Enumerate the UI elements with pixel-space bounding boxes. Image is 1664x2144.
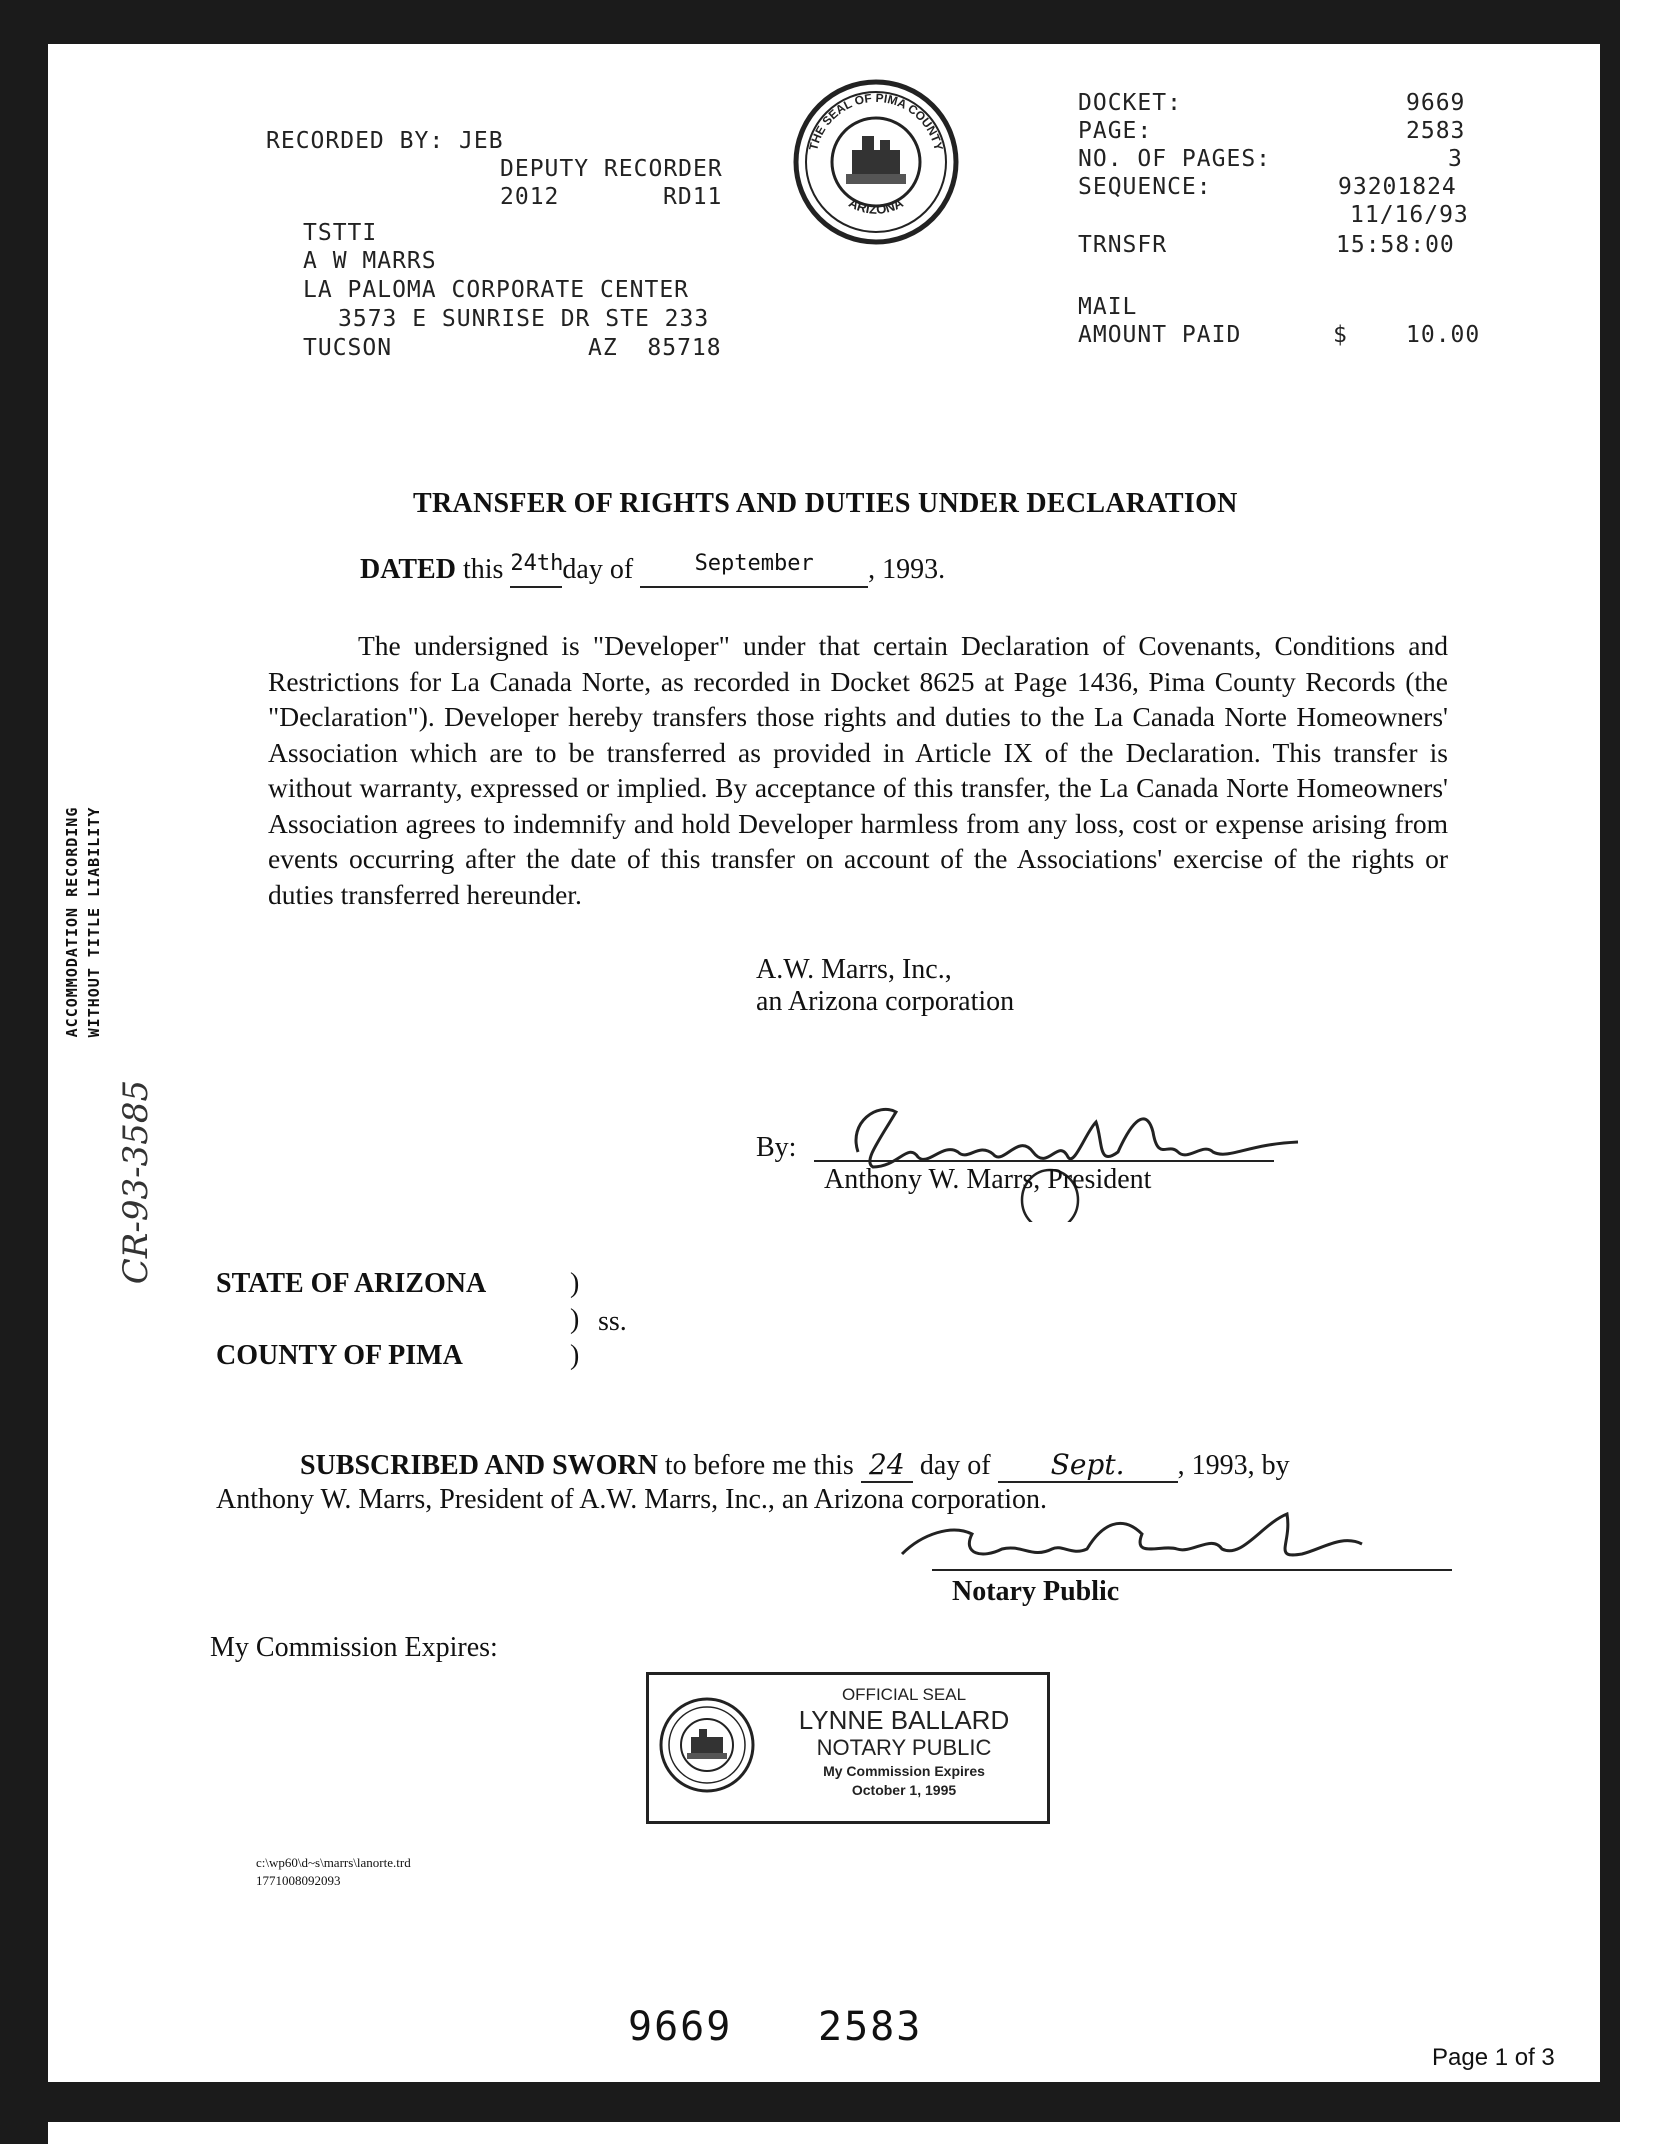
- page-label: PAGE:: [1078, 118, 1153, 144]
- file-path: c:\wp60\d~s\marrs\lanorte.trd: [256, 1855, 411, 1870]
- mail-label: MAIL: [1078, 294, 1138, 320]
- currency-symbol: $: [1333, 322, 1348, 348]
- record-time: 15:58:00: [1336, 232, 1455, 258]
- recorder-code-b: RD11: [663, 184, 723, 210]
- file-reference: [256, 1854, 411, 1890]
- sworn-year: , 1993, by: [1177, 1450, 1290, 1481]
- ss-label: ss.: [598, 1306, 627, 1337]
- side-accommodation-text: [61, 707, 105, 1137]
- notary-signature: [892, 1504, 1462, 1574]
- by-label: By:: [756, 1132, 797, 1163]
- dated-day: 24th: [510, 551, 564, 576]
- scan-border-left: [0, 0, 48, 2144]
- paren-3: ): [570, 1340, 580, 1371]
- addressee-line-2: A W MARRS: [303, 248, 437, 274]
- file-number: 1771008092093: [256, 1873, 341, 1888]
- company-name: A.W. Marrs, Inc.,: [756, 954, 952, 985]
- dated-day-field: [510, 551, 564, 588]
- company-description: an Arizona corporation: [756, 986, 1015, 1017]
- recorder-role: DEPUTY RECORDER: [500, 156, 723, 182]
- sworn-day: 24: [861, 1448, 913, 1483]
- amount-label: AMOUNT PAID: [1078, 322, 1242, 348]
- stamp-notary-public: NOTARY PUBLIC: [816, 1735, 992, 1760]
- dated-year: , 1993.: [868, 554, 946, 585]
- sworn-dayof: day of: [919, 1450, 991, 1481]
- amount-value: 10.00: [1406, 322, 1481, 348]
- sworn-text: to before me this: [664, 1450, 854, 1481]
- record-date: 11/16/93: [1350, 202, 1469, 228]
- notary-stamp: [646, 1672, 1050, 1824]
- side-handwritten-number: CR-93-3585: [116, 1079, 156, 1285]
- paren-2: ): [570, 1304, 580, 1335]
- pima-county-seal: [790, 76, 962, 248]
- sworn-month: Sept.: [998, 1448, 1178, 1483]
- sworn-bold: SUBSCRIBED AND SWORN: [300, 1450, 658, 1481]
- notary-public-label: Notary Public: [952, 1576, 1120, 1607]
- pages-value: 3: [1448, 146, 1463, 172]
- county-of-pima: COUNTY OF PIMA: [216, 1340, 463, 1371]
- recorder-code-a: 2012: [500, 184, 560, 210]
- dated-day-of: day of: [562, 554, 634, 585]
- paren-1: ): [570, 1268, 580, 1299]
- addressee-line-4: 3573 E SUNRISE DR STE 233: [338, 306, 710, 332]
- dated-label: DATED: [360, 554, 456, 585]
- side-line-2: WITHOUT TITLE LIABILITY: [85, 806, 103, 1038]
- seal-text-top: THE SEAL OF PIMA COUNTY: [806, 90, 946, 152]
- signer-name: Anthony W. Marrs, President: [824, 1164, 1152, 1195]
- footer-page: 2583: [818, 2004, 923, 2050]
- addressee-line-3: LA PALOMA CORPORATE CENTER: [303, 277, 690, 303]
- stamp-commission-label: My Commission Expires: [823, 1763, 985, 1779]
- state-of-arizona: STATE OF ARIZONA: [216, 1268, 487, 1299]
- dated-this: this: [462, 554, 504, 585]
- page-of-label: Page 1 of 3: [1432, 2044, 1555, 2071]
- dated-month: September: [694, 551, 814, 576]
- pages-label: NO. OF PAGES:: [1078, 146, 1272, 172]
- docket-value: 9669: [1406, 90, 1466, 116]
- addressee-city: TUCSON: [303, 335, 393, 361]
- footer-docket: 9669: [628, 2004, 733, 2050]
- addressee-line-1: TSTTI: [303, 220, 378, 246]
- transfer-label: TRNSFR: [1078, 232, 1168, 258]
- side-line-1: ACCOMMODATION RECORDING: [63, 806, 81, 1038]
- sworn-line-2: Anthony W. Marrs, President of A.W. Marrs, Inc., an Arizona corporation.: [216, 1484, 1048, 1515]
- svg-text:ARIZONA: [846, 195, 906, 217]
- scan-border-top: [0, 0, 1664, 44]
- notary-seal-icon: [657, 1695, 757, 1795]
- commission-expires: My Commission Expires:: [210, 1632, 498, 1663]
- president-signature: [818, 1072, 1318, 1222]
- body-paragraph: The undersigned is "Developer" under that certain Declaration of Covenants, Conditions and Restrictions for La Canada Norte, as recorded in Docket 8625 at Page 1436, Pima County Records (the "Declaration"). Developer hereby transfers those rights and duties to the La Canada Norte Homeowners' Association which are to be transferred as provided in Article IX of the Declaration. This transfer is without warranty, expressed or implied. By acceptance of this transfer, the La Canada Norte Homeowners' Association agrees to indemnify and hold Developer harmless from any loss, cost or expense arising from events occurring after the date of this transfer on account of the Associations' exercise of the rights or duties transferred hereunder.: [268, 630, 1448, 910]
- seal-text-bottom: ARIZONA: [846, 195, 906, 217]
- sworn-line-1: [300, 1448, 1290, 1483]
- scan-border-bottom: [0, 2082, 1664, 2122]
- document-page: [48, 44, 1600, 2082]
- stamp-notary-name: LYNNE BALLARD: [798, 1705, 1010, 1735]
- addressee-state-zip: AZ 85718: [588, 335, 722, 361]
- stamp-official-seal: OFFICIAL SEAL: [841, 1685, 967, 1704]
- sequence-value: 93201824: [1338, 174, 1457, 200]
- sequence-label: SEQUENCE:: [1078, 174, 1212, 200]
- dated-month-field: [640, 551, 868, 588]
- stamp-commission-date: October 1, 1995: [851, 1782, 957, 1798]
- scan-border-right: [1600, 20, 1620, 2100]
- page-value: 2583: [1406, 118, 1466, 144]
- recorded-by-line: RECORDED BY: JEB: [266, 128, 504, 154]
- document-title: TRANSFER OF RIGHTS AND DUTIES UNDER DECLARATION: [413, 488, 1238, 519]
- dated-line: [360, 551, 946, 588]
- scan-margin-right: [1620, 0, 1664, 2144]
- docket-label: DOCKET:: [1078, 90, 1182, 116]
